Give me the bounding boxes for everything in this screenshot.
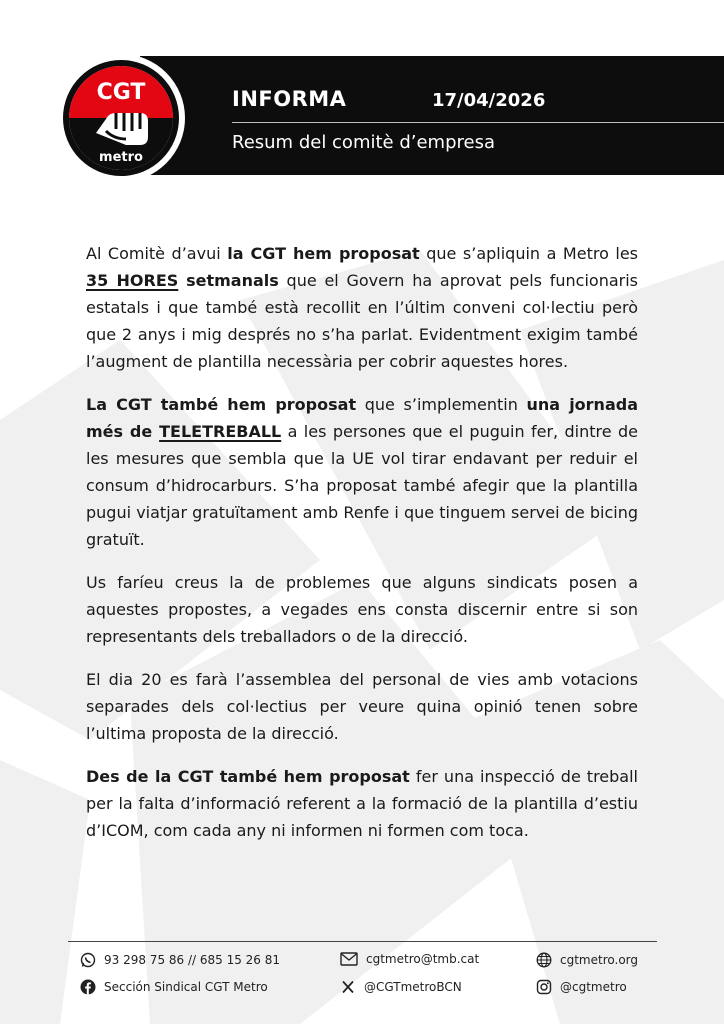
p1-bold-2: setmanals — [186, 271, 279, 290]
mail-icon — [340, 952, 358, 966]
x-link[interactable]: @CGTmetroBCN — [364, 980, 462, 994]
email-link[interactable]: cgtmetro@tmb.cat — [366, 952, 480, 966]
footer-facebook[interactable] — [80, 979, 268, 995]
footer-x[interactable] — [340, 979, 462, 995]
p2-bold-2: una jornada més de — [86, 395, 638, 441]
header-band — [140, 56, 724, 175]
paragraph-5 — [86, 763, 638, 844]
whatsapp-icon — [80, 952, 96, 968]
p2-text-2: a les persones que el puguin fer, dintre de les mesures que sembla que la UE vol tirar endavant per reduir el consum d’hidrocarburs. S’ha proposat també afegir que la plantilla pugui viatjar gratuïtament amb Renfe i que tinguem servei de bicing gratuït. — [86, 422, 639, 549]
instagram-icon — [536, 979, 552, 995]
x-icon — [340, 979, 356, 995]
header-title: INFORMA — [232, 87, 347, 111]
phone-numbers: 93 298 75 86 // 685 15 26 81 — [104, 953, 281, 967]
paragraph-1 — [86, 240, 638, 375]
footer-instagram[interactable] — [536, 979, 627, 995]
header-subtitle: Resum del comitè d’empresa — [232, 132, 496, 153]
header-divider — [232, 122, 724, 123]
p1-text-2: que s’apliquin a Metro les — [419, 244, 639, 263]
website-link[interactable]: cgtmetro.org — [560, 953, 638, 967]
p2-bold-1: La CGT també hem proposat — [86, 395, 357, 414]
p1-text-1: Al Comitè d’avui — [86, 244, 228, 263]
logo-text-top: CGT — [96, 80, 146, 105]
paragraph-3: Us faríeu creus la de problemes que alguns sindicats posen a aquestes propostes, a vegades ens consta discernir entre si son representants dels treballadors o de la direcció. — [86, 573, 638, 646]
p1-text-3 — [178, 271, 186, 290]
p1-bold-1: la CGT hem proposat — [227, 244, 420, 263]
p1-bold-underline-1: 35 HORES — [86, 271, 179, 290]
globe-icon — [536, 952, 552, 968]
footer-email[interactable] — [340, 952, 479, 966]
cgt-metro-logo — [56, 53, 186, 183]
p2-bold-underline-1: TELETREBALL — [159, 422, 282, 441]
body-content — [86, 240, 638, 860]
header-date: 17/04/2026 — [432, 90, 546, 111]
facebook-link[interactable]: Sección Sindical CGT Metro — [104, 980, 268, 994]
instagram-link[interactable]: @cgtmetro — [560, 980, 627, 994]
footer-phone — [80, 952, 280, 968]
p5-text-1: fer una inspecció de treball per la falta d’informació referent a la formació de la plantilla d’estiu d’ICOM, com cada any ni informen ni formen com toca. — [86, 767, 639, 840]
footer-divider — [68, 941, 657, 942]
p2-text-1: que s’implementin — [356, 395, 527, 414]
paragraph-4: El dia 20 es farà l’assemblea del personal de vies amb votacions separades dels col·lectius per veure quina opinió tenen sobre l’ultima proposta de la direcció. — [86, 670, 638, 743]
footer-web[interactable] — [536, 952, 638, 968]
logo-text-bottom: metro — [99, 150, 143, 165]
p5-bold-1: Des de la CGT també hem proposat — [86, 767, 410, 786]
facebook-icon — [80, 979, 96, 995]
p1-text-4: que el Govern ha aprovat pels funcionaris estatals i que també està recollit en l’últim conveni col·lectiu però que 2 anys i mig després no s’ha parlat. Evidentment exigim també l’augment de plantilla necessària per cobrir aquestes hores. — [86, 271, 639, 371]
paragraph-2 — [86, 391, 638, 553]
